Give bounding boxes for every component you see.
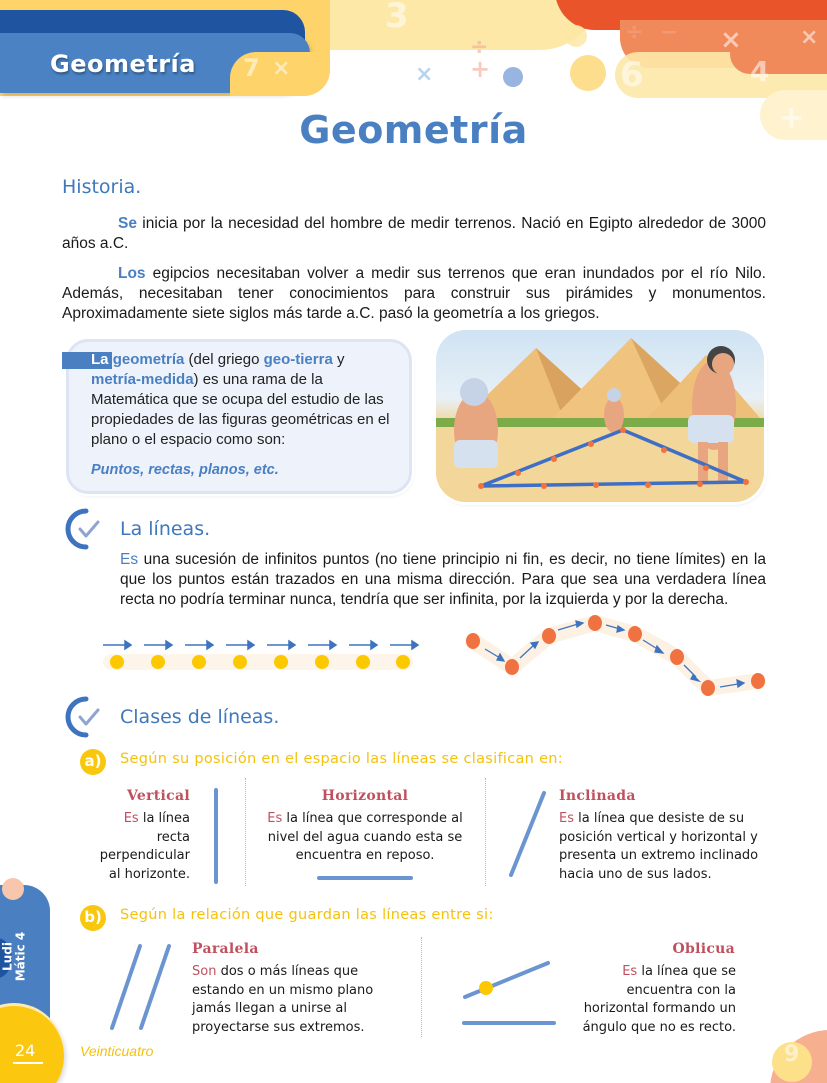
column-divider bbox=[485, 778, 486, 886]
description-text: la línea que se encuentra con la horizontal formando un ángulo que no es recto. bbox=[582, 964, 736, 1035]
definition-term: geometría bbox=[112, 351, 185, 368]
horizontal-line-icon bbox=[315, 873, 415, 883]
oblicua-description bbox=[570, 963, 736, 1037]
historia-paragraph-1 bbox=[62, 214, 766, 254]
definition-fragment: ) es una rama de la Matemática que se ocupa del estudio de las propiedades de las figuras geométricas en el plano o el espacio como son: bbox=[91, 371, 390, 448]
times-icon-3: × bbox=[800, 25, 819, 50]
egypt-scene-icon bbox=[436, 330, 764, 502]
definition-lead: La bbox=[91, 351, 109, 368]
definition-examples: Puntos, rectas, planos, etc. bbox=[91, 462, 279, 478]
definition-text bbox=[91, 350, 396, 450]
times-icon-2: × bbox=[720, 25, 742, 55]
vertical-description bbox=[90, 810, 190, 884]
description-lead: Son bbox=[192, 964, 217, 979]
column-divider bbox=[245, 778, 246, 886]
definition-fragment: (del griego bbox=[184, 351, 264, 368]
description-text: la línea que corresponde al nivel del agua cuando esta se encuentra en reposo. bbox=[267, 811, 463, 863]
egypt-illustration bbox=[436, 330, 764, 502]
digit-3-icon: 3 bbox=[385, 0, 409, 36]
oblique-line-icon bbox=[458, 955, 563, 1030]
horizontal-description bbox=[258, 810, 472, 866]
page-number-words: Veinticuatro bbox=[80, 1043, 154, 1059]
paragraph-lead: Es bbox=[120, 551, 139, 568]
times-icon: × bbox=[415, 62, 434, 87]
digit-4-icon: 4 bbox=[750, 55, 770, 88]
paragraph-lead: Se bbox=[118, 215, 137, 232]
check-icon bbox=[60, 693, 104, 741]
divide-icon: ÷ bbox=[470, 35, 489, 60]
description-text: la línea que desiste de su posición vertical y horizontal y presenta un extremo inclinado hacia uno de sus lados. bbox=[559, 811, 759, 882]
digit-9-icon: 9 bbox=[784, 1042, 800, 1067]
minus-icon: − bbox=[660, 20, 679, 45]
inclinada-description bbox=[559, 810, 769, 884]
paragraph-text: egipcios necesitaban volver a medir sus terrenos que eran inundados por el río Nilo. Además, necesitaban tener conocimientos para construir sus pirámides y monumentos. Aproximadamente siete siglos más tarde a.C. pasó la geometría a los griegos. bbox=[62, 265, 766, 322]
parallel-lines-icon bbox=[105, 940, 180, 1035]
greek-root-geo: geo-tierra bbox=[263, 351, 333, 368]
paragraph-text: una sucesión de infinitos puntos (no tiene principio ni fin, es decir, no tiene límites) en la que los puntos están trazados en una misma dirección. Para que sea una verdadera línea recta no podría terminar nunca, tendría que ser infinita, por la izquierda y por la derecha. bbox=[120, 551, 766, 608]
badge-a: a) bbox=[80, 749, 106, 775]
curved-line-points-diagram bbox=[460, 612, 770, 697]
page-number: 24 bbox=[15, 1041, 36, 1060]
header-peach-band bbox=[730, 50, 827, 74]
inclined-line-icon bbox=[505, 788, 550, 880]
clases-a-heading: Según su posición en el espacio las líneas se clasifican en: bbox=[120, 751, 563, 767]
clases-b-heading: Según la relación que guardan las líneas entre si: bbox=[120, 907, 494, 923]
check-icon bbox=[60, 505, 104, 553]
description-lead: Es bbox=[123, 811, 139, 826]
clases-heading: Clases de líneas. bbox=[120, 706, 280, 728]
historia-heading: Historia. bbox=[62, 176, 142, 198]
divide-icon-2: ÷ bbox=[625, 20, 644, 45]
brand-line-1: Ludi bbox=[0, 942, 15, 971]
times-icon-4: × bbox=[272, 56, 291, 81]
badge-b: b) bbox=[80, 905, 106, 931]
historia-paragraph-2 bbox=[62, 264, 766, 324]
vertical-title: Vertical bbox=[127, 788, 190, 804]
description-lead: Es bbox=[559, 811, 574, 826]
decor-circle-peach bbox=[2, 878, 24, 900]
decor-circle-yellow bbox=[570, 55, 606, 91]
description-lead: Es bbox=[622, 964, 638, 979]
paragraph-text: inicia por la necesidad del hombre de medir terrenos. Nació en Egipto alrededor de 3000 años a.C. bbox=[62, 215, 766, 252]
brand-line-2: Mátic 4 bbox=[13, 931, 28, 982]
plus-icon: + bbox=[470, 55, 491, 83]
decor-circle-yellow-2 bbox=[565, 25, 587, 47]
lineas-paragraph bbox=[120, 550, 766, 610]
digit-6-icon: 6 bbox=[620, 55, 644, 95]
paragraph-lead: Los bbox=[118, 265, 146, 282]
page-title: Geometría bbox=[299, 108, 528, 152]
straight-line-points-diagram bbox=[95, 630, 435, 675]
greek-root-metria: metría-medida bbox=[91, 371, 194, 388]
column-divider bbox=[421, 937, 422, 1037]
horizontal-title: Horizontal bbox=[321, 788, 409, 804]
description-text: dos o más líneas que estando en un mismo plano jamás llegan a unirse al proyectarse sus extremos. bbox=[192, 964, 374, 1035]
digit-7-icon: 7 bbox=[243, 54, 260, 82]
paralela-description bbox=[192, 963, 392, 1037]
header-tab-title: Geometría bbox=[50, 50, 196, 78]
description-text: la línea recta perpendicular al horizonte. bbox=[99, 811, 190, 882]
oblicua-title: Oblicua bbox=[672, 941, 735, 957]
plus-icon-2: + bbox=[778, 98, 805, 136]
lineas-heading: La líneas. bbox=[120, 518, 211, 540]
brand-logo bbox=[0, 915, 46, 1005]
description-lead: Es bbox=[267, 811, 283, 826]
decor-circle-blue bbox=[503, 67, 523, 87]
vertical-line-icon bbox=[210, 786, 222, 886]
definition-fragment: y bbox=[332, 351, 345, 368]
paralela-title: Paralela bbox=[192, 941, 259, 957]
inclinada-title: Inclinada bbox=[559, 788, 636, 804]
page-number-underline bbox=[13, 1062, 43, 1064]
